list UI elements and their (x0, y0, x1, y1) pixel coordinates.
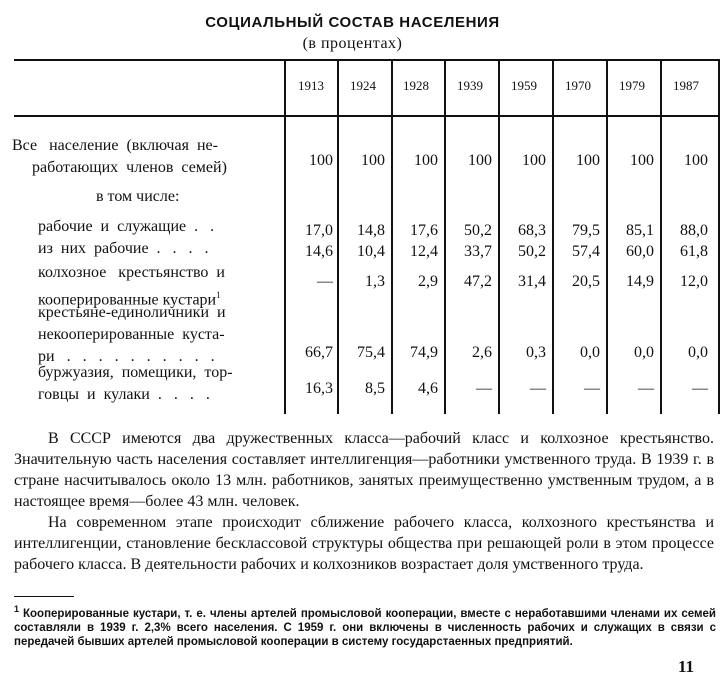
table-cell: 100 (630, 152, 654, 169)
column-header-year: 1959 (511, 78, 537, 93)
row-label (38, 216, 214, 238)
paragraph: На современном этапе происходит сближение рабочего класса, колхозного крестьянства и интеллигенции, становление бесклассовой структуры общества при решающей роли в этом процессе рабочего класса. В деятельности рабочих и колхозников возрастает доля умственного труда. (14, 514, 714, 573)
table-title: СОЦИАЛЬНЫЙ СОСТАВ НАСЕЛЕНИЯ (205, 14, 500, 31)
table-cell: 14,8 (357, 222, 385, 239)
table-cell: 74,9 (410, 344, 438, 361)
row-label (38, 362, 233, 406)
table-cell: 100 (309, 152, 333, 169)
table-header-rule (14, 115, 719, 117)
table-column-rule (718, 59, 720, 414)
table-cell: 4,6 (418, 380, 438, 397)
row-label-text: Все население (включая не- работающих членов семей) (12, 137, 227, 176)
row-label-text: буржуазия, помещики, тор- говцы и кулаки . . . . (38, 364, 233, 403)
table-cell: — (584, 380, 600, 397)
table-cell: 0,0 (634, 344, 654, 361)
row-label-text: рабочие и служащие . . (38, 218, 215, 235)
table-cell: 100 (522, 152, 546, 169)
table-cell: 16,3 (305, 380, 333, 397)
table-cell: 14,6 (305, 243, 333, 260)
table-cell: 60,0 (626, 243, 654, 260)
table-cell: 50,2 (518, 243, 546, 260)
table-cell: 100 (684, 152, 708, 169)
table-cell: 0,0 (580, 344, 600, 361)
column-header-year: 1979 (619, 78, 645, 93)
table-cell: 85,1 (626, 222, 654, 239)
footnote-text: Кооперированные кустари, т. е. члены артелей промысловой кооперации, вместе с неработавшими членами их семей составляли в 1939 г. 2,3% всего населения. С 1959 г. они включены в численность рабочих и служащих в связи с передачей бывших артелей промысловой кооперации в систему государстаенных предприятий. (14, 607, 716, 648)
table-cell: — (476, 380, 492, 397)
table-cell: — (638, 380, 654, 397)
table-cell: — (317, 273, 333, 290)
row-label-text: крестьяне-единоличники и некооперированные куста- ри . . . . . . . . . . (38, 304, 226, 365)
page-number: 11 (678, 657, 695, 676)
table-cell: 12,4 (410, 243, 438, 260)
table-cell: 66,7 (305, 344, 333, 361)
footnote-mark: 1 (14, 604, 20, 614)
table-cell: 100 (361, 152, 385, 169)
table-cell: 17,6 (410, 222, 438, 239)
body-text (14, 428, 714, 575)
column-header-year: 1924 (350, 78, 376, 93)
table-cell: 2,6 (472, 344, 492, 361)
table-cell: 50,2 (464, 222, 492, 239)
table-cell: 8,5 (365, 380, 385, 397)
table-cell: — (530, 380, 546, 397)
table-cell: 33,7 (464, 243, 492, 260)
column-header-year: 1913 (298, 78, 324, 93)
row-label (96, 186, 179, 208)
table-cell: 20,5 (572, 273, 600, 290)
table-cell: 100 (576, 152, 600, 169)
footnote-rule (14, 596, 74, 597)
table-cell: 2,9 (418, 273, 438, 290)
row-label (38, 302, 226, 368)
footnote (14, 602, 716, 649)
table-top-rule (14, 59, 719, 61)
column-header-year: 1939 (457, 78, 483, 93)
table-subtitle: (в процентах) (302, 35, 403, 52)
table-cell: 14,9 (626, 273, 654, 290)
column-header-year: 1987 (673, 78, 699, 93)
table-cell: 47,2 (464, 273, 492, 290)
row-label-text: в том числе: (96, 188, 180, 205)
table-cell: 100 (468, 152, 492, 169)
row-label-text: из них рабочие . . . . (38, 240, 209, 257)
table-cell: 17,0 (305, 222, 333, 239)
table-cell: 0,0 (688, 344, 708, 361)
column-header-year: 1970 (565, 78, 591, 93)
table-cell: 10,4 (357, 243, 385, 260)
row-label (38, 238, 209, 260)
row-label-text: колхозное крестьянство и кооперированные кустари (38, 264, 225, 309)
table-cell: 31,4 (518, 273, 546, 290)
paragraph: В СССР имеются два дружественных класса—рабочий класс и колхозное крестьянство. Значительную часть населения составляет интеллигенция—работники умственного труда. В 1939 г. в стране насчитывалось около 13 млн. работников, занятых преимущественно умственным трудом, а в настоящее время—более 43 млн. человек. (14, 430, 714, 510)
table-cell: 68,3 (518, 222, 546, 239)
table-cell: 57,4 (572, 243, 600, 260)
column-header-year: 1928 (403, 78, 429, 93)
table-cell: 88,0 (680, 222, 708, 239)
footnote-ref: 1 (216, 290, 221, 300)
table-cell: 12,0 (680, 273, 708, 290)
row-label (12, 135, 227, 179)
table-cell: 0,3 (526, 344, 546, 361)
table-cell: 75,4 (357, 344, 385, 361)
table-cell: 79,5 (572, 222, 600, 239)
table-cell: — (692, 380, 708, 397)
table-cell: 1,3 (365, 273, 385, 290)
table-cell: 61,8 (680, 243, 708, 260)
table-cell: 100 (414, 152, 438, 169)
